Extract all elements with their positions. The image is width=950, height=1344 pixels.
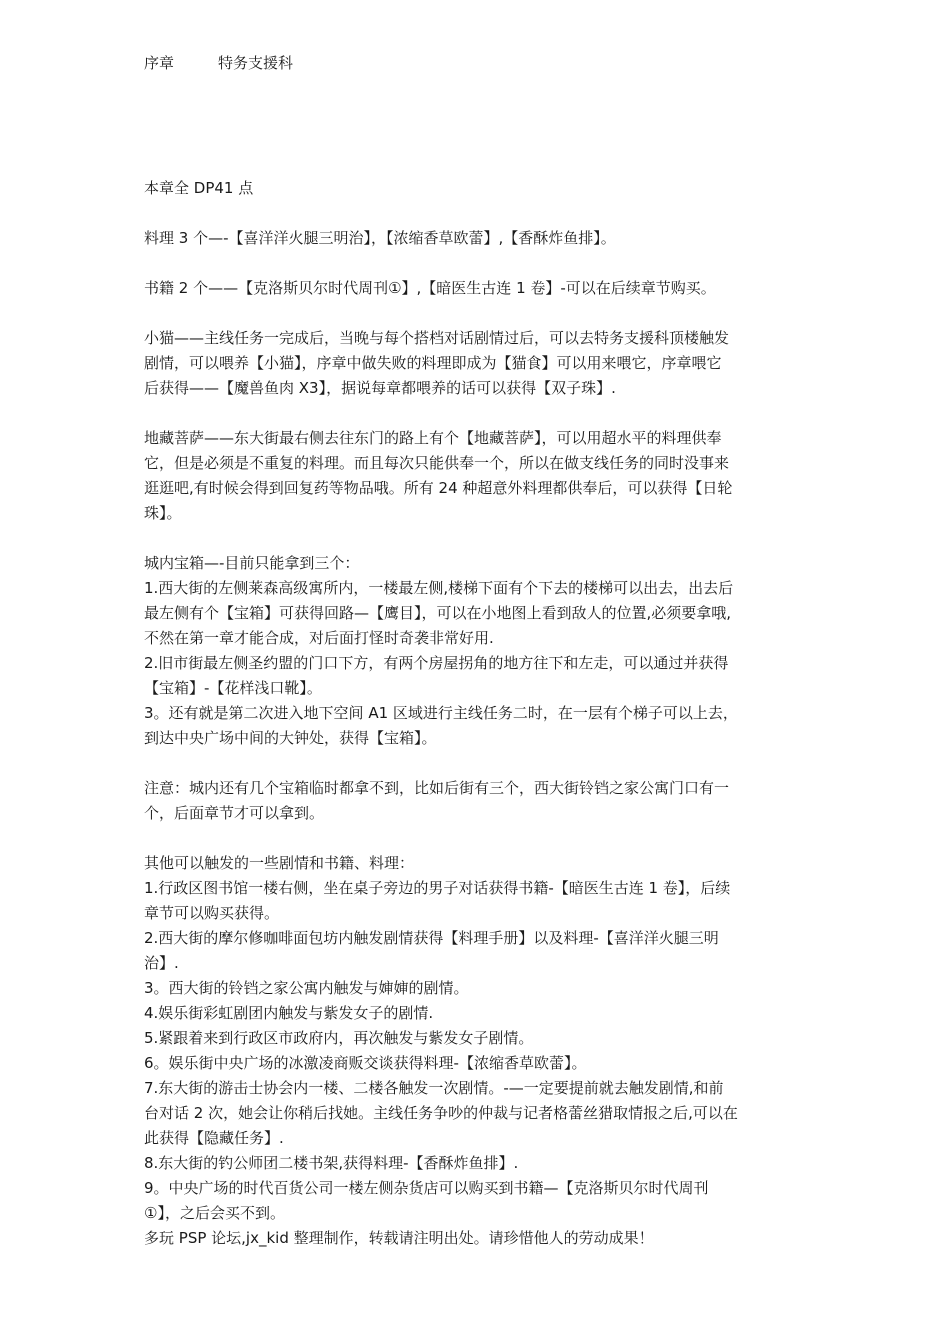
text-line: 3。西大街的铃铛之家公寓内触发与婶婶的剧情。 xyxy=(144,979,469,997)
text-line: 7.东大街的游击士协会内一楼、二楼各触发一次剧情。-—一定要提前就去触发剧情,和前 xyxy=(144,1079,724,1097)
blank-line xyxy=(144,251,824,276)
text-line: 1.行政区图书馆一楼右侧，坐在桌子旁边的男子对话获得书籍-【暗医生古连 1 卷】，后续 xyxy=(144,879,731,897)
blank-line xyxy=(144,401,824,426)
text-line: 【宝箱】-【花样浅口靴】。 xyxy=(144,679,322,697)
text-line: 它，但是必须是不重复的料理。而且每次只能供奉一个，所以在做支线任务的同时没事来 xyxy=(144,454,730,472)
text-line: ①】，之后会买不到。 xyxy=(144,1204,285,1222)
text-line: 个，后面章节才可以拿到。 xyxy=(144,804,325,822)
text-line: 6。娱乐街中央广场的冰激凌商贩交谈获得料理-【浓缩香草欧蕾】。 xyxy=(144,1054,587,1072)
text-line: 2.西大街的摩尔修咖啡面包坊内触发剧情获得【料理手册】以及料理-【喜洋洋火腿三明 xyxy=(144,929,719,947)
document-body xyxy=(144,176,824,1251)
text-line: 注意：城内还有几个宝箱临时都拿不到，比如后街有三个，西大街铃铛之家公寓门口有一 xyxy=(144,779,730,797)
text-line: 4.娱乐街彩虹剧团内触发与紫发女子的剧情. xyxy=(144,1004,434,1022)
text-line: 书籍 2 个——【克洛斯贝尔时代周刊①】,【暗医生古连 1 卷】-可以在后续章节购买。 xyxy=(144,279,716,297)
text-line: 料理 3 个—-【喜洋洋火腿三明治】，【浓缩香草欧蕾】,【香酥炸鱼排】。 xyxy=(144,229,616,247)
text-line: 逛逛吧,有时候会得到回复药等物品哦。所有 24 种超意外料理都供奉后，可以获得【日轮 xyxy=(144,479,733,497)
text-line: 后获得——【魔兽鱼肉 X3】，据说每章都喂养的话可以获得【双子珠】. xyxy=(144,379,616,397)
text-line: 最左侧有个【宝箱】可获得回路—【鹰目】，可以在小地图上看到敌人的位置,必须要拿哦, xyxy=(144,604,732,622)
blank-line xyxy=(144,301,824,326)
page-header xyxy=(144,52,293,73)
text-line: 台对话 2 次，她会让你稍后找她。主线任务争吵的仲裁与记者格蕾丝猎取情报之后,可以在 xyxy=(144,1104,738,1122)
text-line: 3。还有就是第二次进入地下空间 A1 区域进行主线任务二时，在一层有个梯子可以上去， xyxy=(144,704,738,722)
text-line: 剧情，可以喂养【小猫】，序章中做失败的料理即成为【猫食】可以用来喂它，序章喂它 xyxy=(144,354,722,372)
text-line: 珠】。 xyxy=(144,504,182,522)
text-line: 章节可以购买获得。 xyxy=(144,904,280,922)
text-line: 其他可以触发的一些剧情和书籍、料理： xyxy=(144,854,415,872)
text-line: 不然在第一章才能合成，对后面打怪时奇袭非常好用. xyxy=(144,629,494,647)
text-line: 本章全 DP41 点 xyxy=(144,179,254,197)
chapter-title: 特务支援科 xyxy=(218,54,294,72)
text-line: 8.东大街的钓公师团二楼书架,获得料理-【香酥炸鱼排】. xyxy=(144,1154,519,1172)
text-line: 2.旧市街最左侧圣约盟的门口下方，有两个房屋拐角的地方往下和左走，可以通过并获得 xyxy=(144,654,729,672)
blank-line xyxy=(144,826,824,851)
text-line: 城内宝箱—-目前只能拿到三个： xyxy=(144,554,360,572)
text-line: 到达中央广场中间的大钟处，获得【宝箱】。 xyxy=(144,729,437,747)
blank-line xyxy=(144,751,824,776)
text-line: 小猫——主线任务一完成后，当晚与每个搭档对话剧情过后，可以去特务支援科顶楼触发 xyxy=(144,329,730,347)
text-line: 5.紧跟着来到行政区市政府内，再次触发与紫发女子剧情。 xyxy=(144,1029,534,1047)
text-line: 地藏菩萨——东大街最右侧去往东门的路上有个【地藏菩萨】，可以用超水平的料理供奉 xyxy=(144,429,722,447)
text-line: 多玩 PSP 论坛,jx_kid 整理制作，转载请注明出处。请珍惜他人的劳动成果！ xyxy=(144,1229,654,1247)
text-line: 9。中央广场的时代百货公司一楼左侧杂货店可以购买到书籍—【克洛斯贝尔时代周刊 xyxy=(144,1179,709,1197)
text-line: 1.西大街的左侧莱森高级寓所内，一楼最左侧,楼梯下面有个下去的楼梯可以出去，出去后 xyxy=(144,579,734,597)
text-line: 此获得【隐藏任务】. xyxy=(144,1129,284,1147)
chapter-label: 序章 xyxy=(144,54,175,72)
blank-line xyxy=(144,526,824,551)
text-line: 治】. xyxy=(144,954,179,972)
blank-line xyxy=(144,201,824,226)
